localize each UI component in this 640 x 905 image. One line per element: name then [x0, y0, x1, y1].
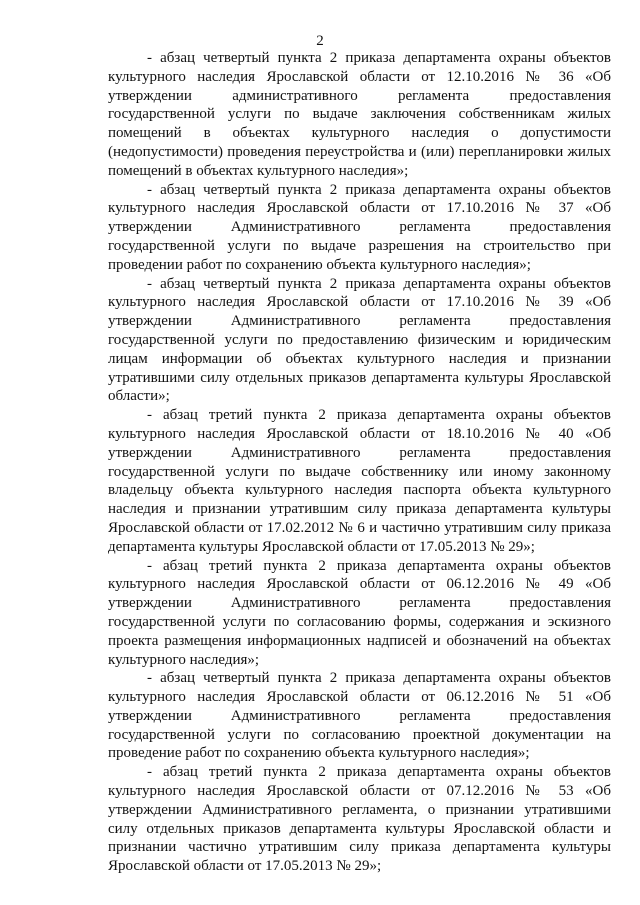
- list-item: - абзац третий пункта 2 приказа департамента охраны объектов культурного наследия Ярославской области от 07.12.2016 № 53 «Об утверждении Административного регламента, о признании утратившими силу отдельных приказов департамента культуры Ярославской области и признании частично утратившим силу приказа департамента культуры Ярославской области от 17.05.2013 № 29»;: [108, 764, 611, 875]
- list-item: - абзац третий пункта 2 приказа департамента охраны объектов культурного наследия Ярославской области от 18.10.2016 № 40 «Об утверждении Административного регламента предоставления государственной услуги по выдаче собственнику или иному законному владельцу объекта культурного наследия паспорта объекта культурного наследия и признании утратившим силу приказа департамента культуры Ярославской области от 17.02.2012 № 6 и частично утратившим силу приказа департамента культуры Ярославской области от 17.05.2013 № 29»;: [108, 407, 611, 555]
- list-item: - абзац четвертый пункта 2 приказа департамента охраны объектов культурного наследия Ярославской области от 17.10.2016 № 37 «Об утверждении Административного регламента предоставления государственной услуги по выдаче разрешения на строительство при проведении работ по сохранению объекта культурного наследия»;: [108, 181, 611, 273]
- list-item: - абзац четвертый пункта 2 приказа департамента охраны объектов культурного наследия Ярославской области от 06.12.2016 № 51 «Об утверждении Административного регламента предоставления государственной услуги по согласованию проектной документации на проведение работ по сохранению объекта культурного наследия»;: [108, 670, 611, 762]
- list-item: - абзац третий пункта 2 приказа департамента охраны объектов культурного наследия Ярославской области от 06.12.2016 № 49 «Об утверждении Административного регламента предоставления государственной услуги по согласованию формы, содержания и эскизного проекта размещения информационных надписей и обозначений на объектах культурного наследия»;: [108, 557, 611, 668]
- page-number: 2: [316, 33, 324, 49]
- document-body: [108, 49, 611, 876]
- list-item: - абзац четвертый пункта 2 приказа департамента охраны объектов культурного наследия Ярославской области от 17.10.2016 № 39 «Об утверждении Административного регламента предоставления государственной услуги по предоставлению физическим и юридическим лицам информации об объектах культурного наследия и признании утратившими силу отдельных приказов департамента культуры Ярославской области»;: [108, 275, 611, 405]
- list-item: - абзац четвертый пункта 2 приказа департамента охраны объектов культурного наследия Ярославской области от 12.10.2016 № 36 «Об утверждении административного регламента предоставления государственной услуги по выдаче заключения собственникам жилых помещений в объектах культурного наследия о допустимости (недопустимости) проведения переустройства и (или) перепланировки жилых помещений в объектах культурного наследия»;: [108, 50, 611, 179]
